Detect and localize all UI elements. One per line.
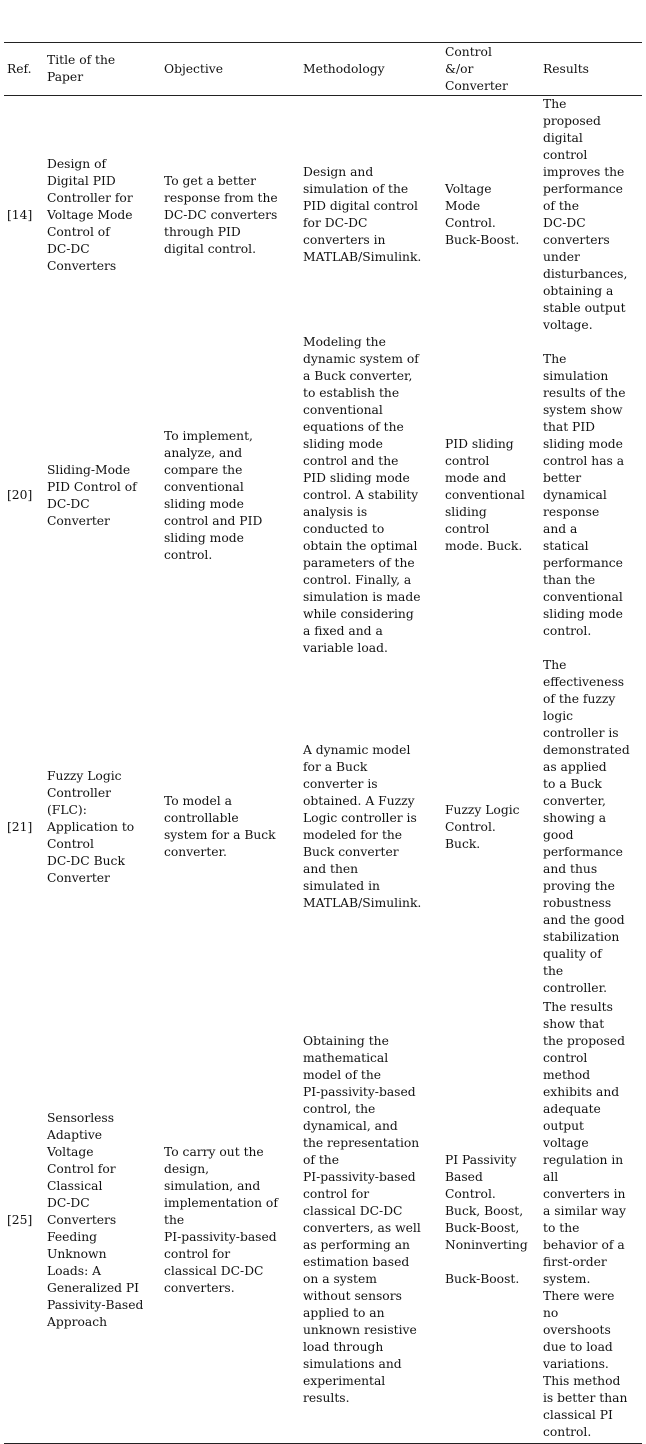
cell-results: The effectiveness of the fuzzy logic controller is demonstrated as applied to a Buck converter, showing a good performance and thus proving the robustness and the good stabilization quality of the controller.	[543, 658, 630, 995]
header-ref: Ref.	[7, 61, 32, 76]
table-row	[4, 334, 642, 657]
table-body	[4, 96, 642, 1444]
cell-control: PI Passivity Based Control. Buck, Boost, Buck-Boost, Noninverting Buck-Boost.	[445, 1153, 528, 1286]
cell-title: Sensorless Adaptive Voltage Control for Classical DC-DC Converters Feeding Unknown Loads: A Generalized PI Passivity-Based Approach	[47, 1110, 144, 1329]
cell-results: The proposed digital control improves the performance of the DC-DC converters under disturbances, obtaining a stable output voltage.	[543, 97, 628, 332]
cell-objective: To get a better response from the DC-DC converters through PID digital control.	[164, 173, 278, 256]
cell-ref: [14]	[7, 207, 33, 222]
table-row	[4, 997, 642, 1444]
table-header	[4, 43, 642, 96]
cell-ref: [20]	[7, 488, 33, 502]
cell-control: Voltage Mode Control. Buck-Boost.	[445, 182, 520, 247]
cell-objective: To implement, analyze, and compare the conventional sliding mode control and PID sliding mode control.	[164, 428, 263, 562]
cell-methodology: A dynamic model for a Buck converter is obtained. A Fuzzy Logic controller is modeled for the Buck converter and then simulated in MATLAB/Simulink.	[303, 743, 422, 910]
header-objective: Objective	[164, 61, 224, 76]
cell-title: Design of Digital PID Controller for Voltage Mode Control of DC-DC Converters	[47, 156, 133, 273]
header-row	[4, 43, 642, 96]
cell-results: The simulation results of the system show that PID sliding mode control has a better dynamical response and a statical performance than the conventional sliding mode control.	[543, 352, 626, 638]
cell-control: PID sliding control mode and conventional sliding control mode. Buck.	[445, 437, 525, 553]
cell-control: Fuzzy Logic Control. Buck.	[445, 802, 520, 851]
header-title: Title of the Paper	[47, 53, 116, 84]
cell-results: The results show that the proposed control method exhibits and adequate output voltage regulation in all converters in a similar way to the behavior of a first-order system. There were no overshoots due to load variations. This method is better than classical PI control.	[543, 1000, 628, 1439]
table-row	[4, 657, 642, 997]
table-row	[4, 96, 642, 335]
cell-methodology: Obtaining the mathematical model of the PI-passivity-based control, the dynamical, and the representation of the PI-passivity-based control for classical DC-DC converters, as well as performing an estimation based on a system without sensors applied to an unknown resistive load through simulations and experimental results.	[303, 1034, 421, 1405]
header-methodology: Methodology	[303, 61, 385, 76]
cell-title: Fuzzy Logic Controller (FLC): Application to Control DC-DC Buck Converter	[47, 768, 135, 885]
cell-ref: [25]	[7, 1212, 33, 1227]
cell-objective: To carry out the design, simulation, and implementation of the PI-passivity-based control for classical DC-DC converters.	[164, 1144, 278, 1295]
cell-objective: To model a controllable system for a Buck converter.	[164, 794, 276, 859]
header-control: Control &/or Converter	[445, 44, 508, 93]
header-results: Results	[543, 61, 589, 76]
cell-methodology: Design and simulation of the PID digital control for DC-DC converters in MATLAB/Simulink.	[303, 165, 422, 264]
cell-methodology: Modeling the dynamic system of a Buck converter, to establish the conventional equations of the sliding mode control and the PID sliding mode control. A stability analysis is conducted to obtain the optimal parameters of the control. Finally, a simulation is made while considering a fixed and a variable load.	[303, 335, 421, 655]
literature-review-table	[4, 42, 642, 1444]
cell-title: Sliding-Mode PID Control of DC-DC Converter	[47, 462, 137, 528]
cell-ref: [21]	[7, 819, 33, 834]
